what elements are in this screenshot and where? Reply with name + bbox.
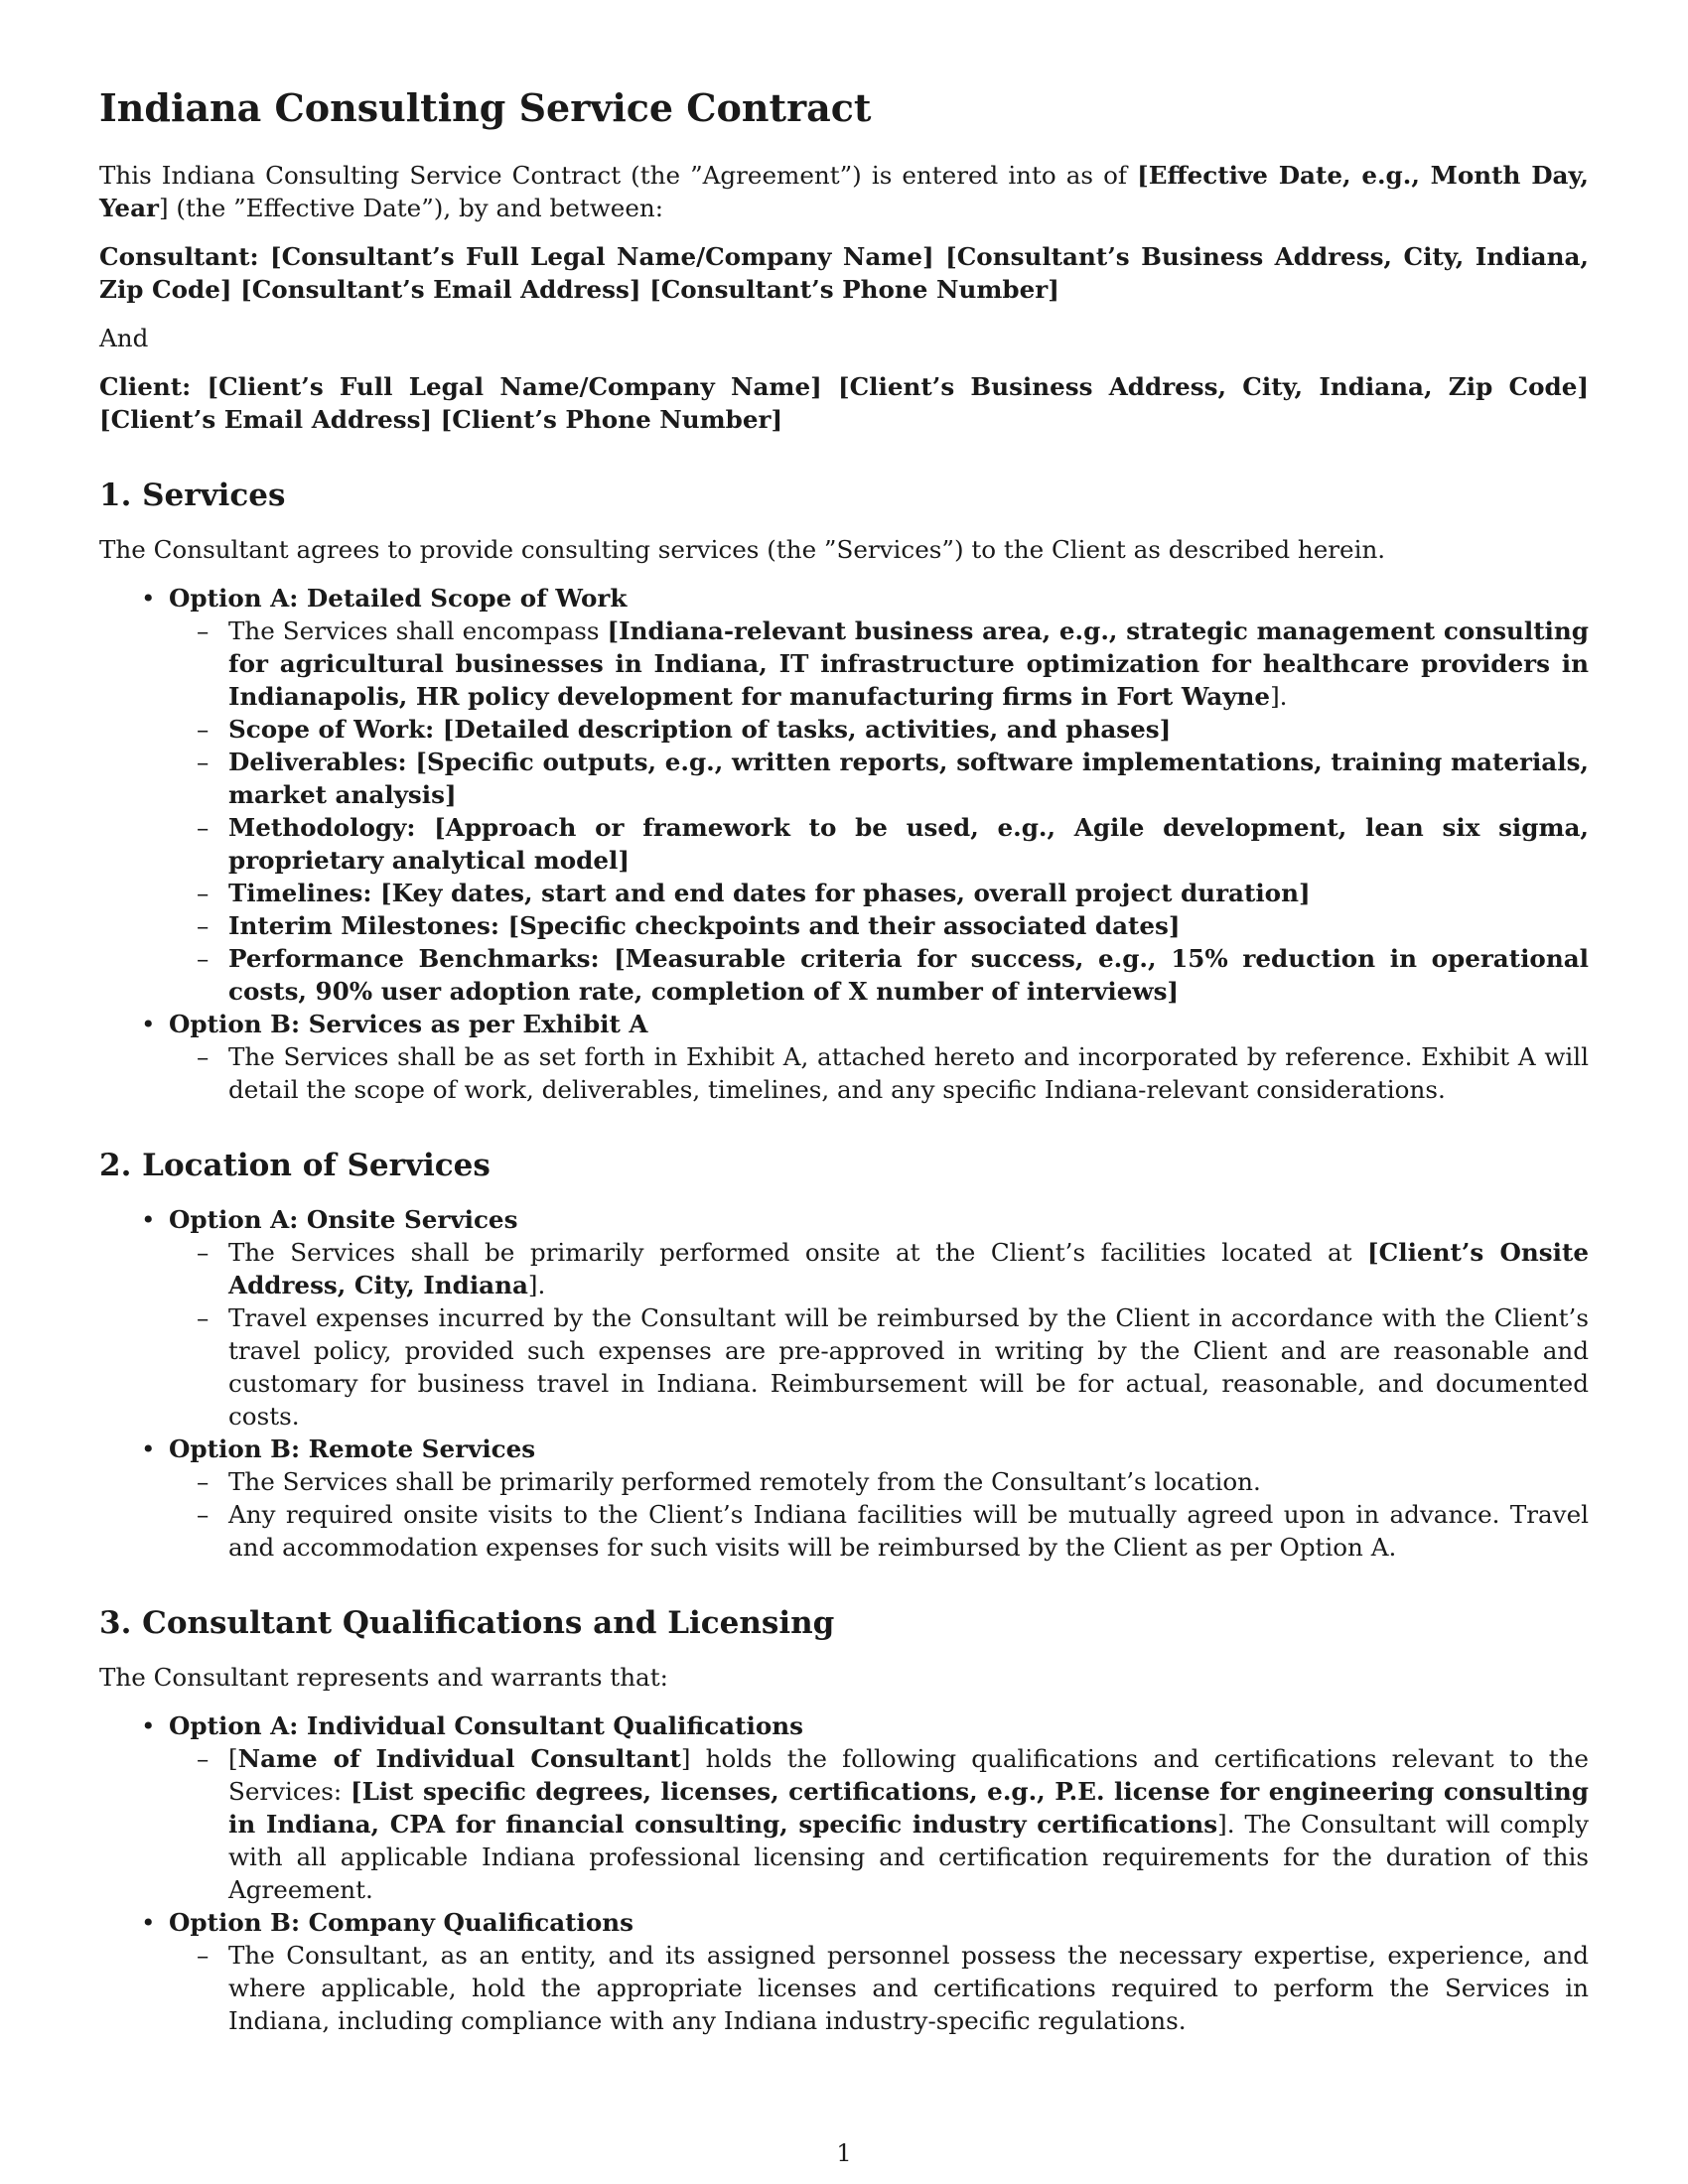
location-option-a-items	[169, 1236, 1589, 1433]
onsite-address-placeholder: [Client’s Onsite Address, City, Indiana	[228, 1238, 1589, 1299]
list-item	[228, 713, 1589, 746]
intro-paragraph	[99, 159, 1589, 224]
business-area-placeholder: [Indiana-relevant business area, e.g., strategic management consulting for agricultural businesses in Indiana, IT infrastructure optimization for healthcare providers in Indianapolis, HR policy development for manufacturing firms in Fort Wayne	[228, 616, 1589, 711]
list-item	[228, 877, 1589, 909]
client-details: Client: [Client’s Full Legal Name/Company Name] [Client’s Business Address, City, Indiana, Zip Code] [Client’s Email Address] [Client’s Phone Number]	[99, 372, 1589, 434]
section-heading-qualifications: 3. Consultant Qualifications and Licensing	[99, 1605, 835, 1641]
option-label: Option B: Services as per Exhibit A	[169, 1010, 648, 1038]
list-item	[228, 1236, 1589, 1301]
item-text: [	[228, 1744, 238, 1773]
qualifications-options-list	[99, 1709, 1589, 2037]
qualifications-intro: The Consultant represents and warrants that:	[99, 1663, 668, 1692]
qualifications-option-a	[169, 1709, 1589, 1906]
option-label: Option A: Onsite Services	[169, 1205, 518, 1234]
page-number: 1	[836, 2139, 852, 2167]
list-item	[228, 746, 1589, 811]
qualifications-option-b	[169, 1906, 1589, 2037]
methodology: Methodology: [Approach or framework to be used, e.g., Agile development, lean six sigma, proprietary analytical model]	[228, 813, 1589, 875]
scope-of-work: Scope of Work: [Detailed description of tasks, activities, and phases]	[228, 715, 1172, 744]
certifications-placeholder: [List specific degrees, licenses, certifications, e.g., P.E. license for engineering consulting in Indiana, CPA for financial consulting, specific industry certifications	[228, 1777, 1589, 1839]
option-label: Option B: Company Qualifications	[169, 1908, 634, 1937]
effective-date-placeholder: [Effective Date, e.g., Month Day, Year	[99, 161, 1589, 222]
location-option-b	[169, 1433, 1589, 1564]
consultant-name-placeholder: Name of Individual Consultant	[237, 1744, 681, 1773]
item-text: The Services shall encompass	[228, 616, 608, 645]
qualifications-option-b-items	[169, 1939, 1589, 2037]
item-text-end: ].	[1270, 682, 1288, 711]
item-text: ] holds the following qualifications and certifications relevant to the Services:	[228, 1744, 1589, 1806]
item-text-end: ]. The Consultant will comply with all applicable Indiana professional licensing and certification requirements for the duration of this Agreement.	[228, 1810, 1590, 1904]
client-block	[99, 370, 1589, 436]
services-option-a-items	[169, 614, 1589, 1008]
list-item	[228, 614, 1589, 713]
option-label: Option B: Remote Services	[169, 1434, 536, 1463]
item-text-end: ].	[527, 1271, 546, 1299]
location-option-a	[169, 1203, 1589, 1433]
services-options-list	[99, 582, 1589, 1106]
intro-text: This Indiana Consulting Service Contract (the ”Agreement”) is entered into as of	[99, 161, 1138, 190]
list-item: – The Consultant, as an entity, and its assigned personnel possess the necessary expertise, experience, and where applicable, hold the appropriate licenses and certifications required to perform the Services in Indiana, including compliance with any Indiana industry-specific regulations.	[228, 1939, 1589, 2037]
document-page	[99, 85, 1589, 2037]
item-text: The Services shall be primarily performed onsite at the Client’s facilities located at	[228, 1238, 1368, 1267]
interim-milestones: Interim Milestones: [Specific checkpoints and their associated dates]	[228, 911, 1181, 940]
services-intro: The Consultant agrees to provide consulting services (the ”Services”) to the Client as described herein.	[99, 535, 1386, 564]
section-heading-location: 2. Location of Services	[99, 1148, 491, 1183]
location-option-b-items	[169, 1465, 1589, 1564]
services-option-a	[169, 582, 1589, 1008]
list-item: – The Services shall be as set forth in Exhibit A, attached hereto and incorporated by reference. Exhibit A will detail the scope of work, deliverables, timelines, and any specific Indiana-relevant considerations.	[228, 1040, 1589, 1106]
qualifications-option-a-items	[169, 1742, 1589, 1906]
option-label: Option A: Individual Consultant Qualifications	[169, 1711, 803, 1740]
consultant-details: Consultant: [Consultant’s Full Legal Name/Company Name] [Consultant’s Business Address, City, Indiana, Zip Code] [Consultant’s Email Address] [Consultant’s Phone Number]	[99, 242, 1589, 304]
document-title: Indiana Consulting Service Contract	[99, 85, 872, 130]
intro-text-end: ] (the ”Effective Date”), by and between:	[158, 194, 664, 222]
list-item	[228, 909, 1589, 942]
services-option-b	[169, 1008, 1589, 1106]
list-item	[228, 1742, 1589, 1906]
and-text: And	[99, 324, 149, 352]
consultant-block	[99, 240, 1589, 306]
list-item	[228, 942, 1589, 1008]
deliverables: Deliverables: [Specific outputs, e.g., written reports, software implementations, training materials, market analysis]	[228, 748, 1589, 809]
timelines: Timelines: [Key dates, start and end dates for phases, overall project duration]	[228, 879, 1311, 907]
location-options-list	[99, 1203, 1589, 1564]
option-label: Option A: Detailed Scope of Work	[169, 584, 628, 613]
performance-benchmarks: Performance Benchmarks: [Measurable criteria for success, e.g., 15% reduction in operational costs, 90% user adoption rate, completion of X number of interviews]	[228, 944, 1589, 1006]
list-item: – Any required onsite visits to the Client’s Indiana facilities will be mutually agreed upon in advance. Travel and accommodation expenses for such visits will be reimbursed by the Client as per Option A.	[228, 1498, 1589, 1564]
list-item: – Travel expenses incurred by the Consultant will be reimbursed by the Client in accordance with the Client’s travel policy, provided such expenses are pre-approved in writing by the Client and are reasonable and customary for business travel in Indiana. Reimbursement will be for actual, reasonable, and documented costs.	[228, 1301, 1589, 1433]
list-item	[228, 811, 1589, 877]
services-option-b-items	[169, 1040, 1589, 1106]
list-item: – The Services shall be primarily performed remotely from the Consultant’s location.	[228, 1465, 1589, 1498]
section-heading-services: 1. Services	[99, 478, 286, 513]
